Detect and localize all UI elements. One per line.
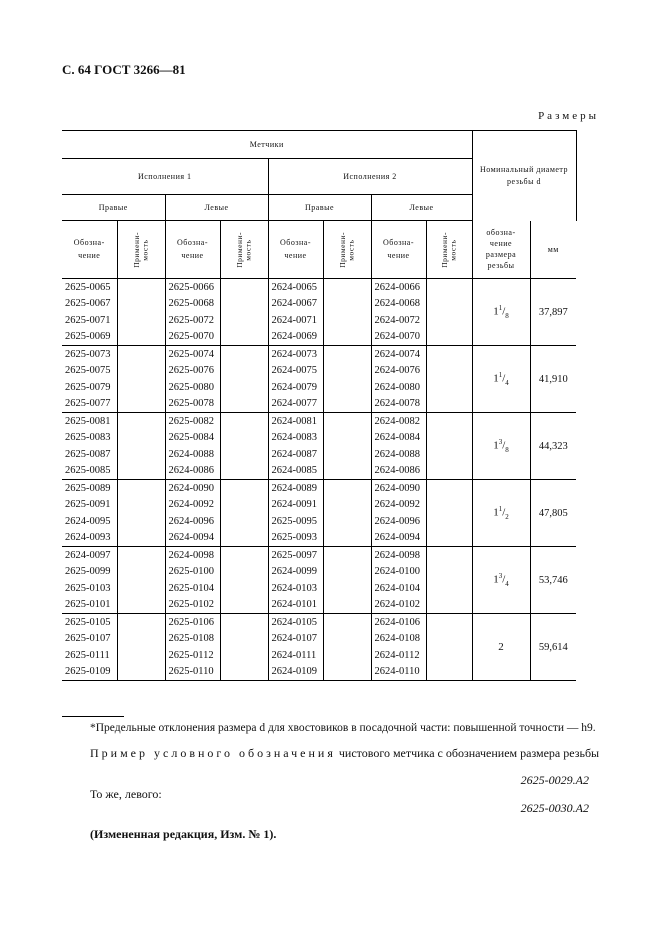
applicability-cell	[117, 480, 165, 497]
designation-cell: 2624-0092	[371, 497, 426, 514]
applicability-cell	[426, 430, 472, 447]
applicability-cell	[323, 346, 371, 363]
designation-header: Обозна- чение	[268, 221, 323, 279]
applicability-cell	[220, 547, 268, 564]
dimensions-label: Размеры	[538, 110, 599, 122]
mm-header: мм	[530, 221, 576, 279]
applicability-cell	[426, 413, 472, 430]
applicability-cell	[220, 296, 268, 313]
designation-cell: 2625-0079	[62, 379, 117, 396]
designation-cell: 2624-0105	[268, 614, 323, 631]
designation-cell: 2624-0074	[371, 346, 426, 363]
applicability-cell	[323, 664, 371, 681]
designation-cell: 2625-0105	[62, 614, 117, 631]
diameter-mm-cell: 37,897	[530, 279, 576, 346]
applicability-cell	[220, 513, 268, 530]
footnote-rule	[62, 716, 124, 717]
applicability-cell	[323, 379, 371, 396]
nominal-diameter-header: Номинальный диаметр резьбы d	[472, 131, 576, 221]
designation-cell: 2624-0075	[268, 363, 323, 380]
applicability-cell	[220, 279, 268, 296]
designation-cell: 2624-0066	[371, 279, 426, 296]
applicability-cell	[323, 497, 371, 514]
designation-cell: 2624-0089	[268, 480, 323, 497]
applicability-header: Примени- мость	[426, 221, 472, 279]
table-row	[62, 614, 576, 631]
designation-cell: 2625-0081	[62, 413, 117, 430]
designation-cell: 2624-0112	[371, 647, 426, 664]
designation-cell: 2624-0067	[268, 296, 323, 313]
designation-cell: 2625-0091	[62, 497, 117, 514]
applicability-cell	[426, 580, 472, 597]
applicability-cell	[323, 446, 371, 463]
example-title: Пример условного обозначения	[90, 746, 336, 760]
applicability-cell	[426, 547, 472, 564]
designation-cell: 2624-0081	[268, 413, 323, 430]
designation-cell: 2625-0074	[165, 346, 220, 363]
v1-left-header: Левые	[165, 195, 268, 221]
designation-cell: 2624-0084	[371, 430, 426, 447]
thread-size-numerator: 1	[498, 371, 503, 380]
applicability-cell	[426, 480, 472, 497]
applicability-cell	[426, 614, 472, 631]
applicability-header: Примени- мость	[220, 221, 268, 279]
thread-designation-header: обозна- чение размера резьбы	[472, 221, 530, 279]
applicability-cell	[426, 346, 472, 363]
designation-cell: 2625-0100	[165, 564, 220, 581]
applicability-cell	[426, 564, 472, 581]
applicability-cell	[220, 379, 268, 396]
designation-header: Обозна- чение	[165, 221, 220, 279]
designation-cell: 2624-0093	[62, 530, 117, 547]
designation-cell: 2624-0070	[371, 329, 426, 346]
designation-cell: 2624-0094	[371, 530, 426, 547]
designation-cell: 2625-0097	[268, 547, 323, 564]
designation-cell: 2624-0085	[268, 463, 323, 480]
applicability-cell	[117, 631, 165, 648]
applicability-cell	[117, 547, 165, 564]
designation-header: Обозна- чение	[62, 221, 117, 279]
applicability-cell	[426, 513, 472, 530]
designation-right: 2625-0029.А2	[520, 773, 589, 787]
applicability-cell	[117, 312, 165, 329]
designation-cell: 2624-0072	[371, 312, 426, 329]
designation-cell: 2624-0088	[371, 446, 426, 463]
designation-cell: 2624-0100	[371, 564, 426, 581]
applicability-cell	[117, 513, 165, 530]
designation-cell: 2625-0102	[165, 597, 220, 614]
applicability-cell	[426, 597, 472, 614]
designation-cell: 2624-0102	[371, 597, 426, 614]
thread-size-cell	[472, 614, 530, 681]
applicability-cell	[220, 346, 268, 363]
designation-cell: 2624-0109	[268, 664, 323, 681]
applicability-cell	[323, 463, 371, 480]
designation-cell: 2624-0096	[371, 513, 426, 530]
thread-size-denominator: 8	[505, 311, 509, 320]
applicability-cell	[323, 296, 371, 313]
applicability-cell	[220, 580, 268, 597]
designation-cell: 2624-0087	[268, 446, 323, 463]
diameter-mm-cell: 41,910	[530, 346, 576, 413]
applicability-cell	[117, 564, 165, 581]
applicability-cell	[426, 664, 472, 681]
applicability-cell	[323, 580, 371, 597]
designation-cell: 2625-0078	[165, 396, 220, 413]
applicability-cell	[117, 497, 165, 514]
applicability-cell	[117, 346, 165, 363]
designation-cell: 2625-0068	[165, 296, 220, 313]
applicability-cell	[323, 597, 371, 614]
designation-cell: 2624-0103	[268, 580, 323, 597]
table-row	[62, 413, 576, 430]
applicability-cell	[117, 413, 165, 430]
applicability-cell	[117, 396, 165, 413]
designation-cell: 2625-0075	[62, 363, 117, 380]
thread-size-denominator: 8	[505, 445, 509, 454]
applicability-cell	[117, 664, 165, 681]
applicability-cell	[117, 379, 165, 396]
applicability-cell	[220, 664, 268, 681]
applicability-header: Примени- мость	[323, 221, 371, 279]
designation-cell: 2625-0109	[62, 664, 117, 681]
designation-cell: 2625-0108	[165, 631, 220, 648]
applicability-cell	[117, 530, 165, 547]
designation-cell: 2625-0066	[165, 279, 220, 296]
designation-cell: 2624-0110	[371, 664, 426, 681]
designation-cell: 2624-0106	[371, 614, 426, 631]
designation-cell: 2624-0090	[165, 480, 220, 497]
applicability-cell	[220, 312, 268, 329]
applicability-cell	[117, 463, 165, 480]
designation-cell: 2625-0111	[62, 647, 117, 664]
applicability-header: Примени- мость	[117, 221, 165, 279]
designation-cell: 2624-0104	[371, 580, 426, 597]
applicability-cell	[323, 312, 371, 329]
designation-cell: 2625-0084	[165, 430, 220, 447]
table-row	[62, 547, 576, 564]
diameter-mm-cell: 44,323	[530, 413, 576, 480]
table-row	[62, 346, 576, 363]
thread-size-cell: $1^3/_8$	[472, 413, 530, 480]
edition-note: (Измененная редакция, Изм. № 1).	[90, 827, 277, 841]
applicability-cell	[323, 530, 371, 547]
designation-cell: 2624-0098	[371, 547, 426, 564]
designation-cell: 2624-0069	[268, 329, 323, 346]
applicability-cell	[323, 647, 371, 664]
applicability-cell	[220, 480, 268, 497]
applicability-cell	[117, 329, 165, 346]
applicability-cell	[426, 379, 472, 396]
designation-cell: 2625-0110	[165, 664, 220, 681]
designation-cell: 2624-0101	[268, 597, 323, 614]
applicability-cell	[323, 279, 371, 296]
applicability-cell	[426, 296, 472, 313]
designation-cell: 2624-0083	[268, 430, 323, 447]
footnote: *Предельные отклонения размера d для хвостовиков в посадочной части: повышенной точности — h9.	[90, 722, 596, 734]
designation-cell: 2624-0099	[268, 564, 323, 581]
thread-size-whole: 1	[493, 372, 499, 385]
designation-cell: 2624-0086	[371, 463, 426, 480]
designation-cell: 2625-0082	[165, 413, 220, 430]
taps-header: Метчики	[62, 131, 472, 159]
designation-cell: 2624-0086	[165, 463, 220, 480]
v2-left-header: Левые	[371, 195, 472, 221]
applicability-cell	[117, 597, 165, 614]
applicability-cell	[323, 413, 371, 430]
applicability-cell	[323, 430, 371, 447]
thread-size-numerator: 1	[498, 505, 503, 514]
designation-cell: 2624-0080	[371, 379, 426, 396]
table-row	[62, 279, 576, 296]
designation-cell: 2625-0093	[268, 530, 323, 547]
applicability-cell	[117, 614, 165, 631]
applicability-cell	[220, 430, 268, 447]
designation-header: Обозна- чение	[371, 221, 426, 279]
thread-size-whole: 1	[493, 573, 499, 586]
applicability-cell	[426, 530, 472, 547]
designation-cell: 2624-0079	[268, 379, 323, 396]
applicability-cell	[220, 647, 268, 664]
thread-size-whole: 1	[493, 305, 499, 318]
applicability-cell	[323, 631, 371, 648]
designation-cell: 2624-0097	[62, 547, 117, 564]
thread-size-numerator: 1	[498, 304, 503, 313]
thread-size-numerator: 3	[498, 438, 503, 447]
applicability-cell	[426, 631, 472, 648]
designation-cell: 2625-0073	[62, 346, 117, 363]
designation-cell: 2625-0076	[165, 363, 220, 380]
diameter-mm-cell: 53,746	[530, 547, 576, 614]
applicability-cell	[323, 329, 371, 346]
designation-cell: 2624-0076	[371, 363, 426, 380]
thread-size-denominator: 4	[505, 579, 509, 588]
designation-cell: 2625-0087	[62, 446, 117, 463]
designation-cell: 2624-0071	[268, 312, 323, 329]
thread-size-cell: $1^3/_4$	[472, 547, 530, 614]
designation-cell: 2625-0065	[62, 279, 117, 296]
designation-cell: 2624-0078	[371, 396, 426, 413]
example-rest: чистового метчика с обозначением размера резьбы	[338, 746, 600, 760]
applicability-cell	[426, 363, 472, 380]
designation-cell: 2624-0094	[165, 530, 220, 547]
applicability-cell	[426, 396, 472, 413]
applicability-cell	[220, 463, 268, 480]
designation-cell: 2624-0095	[62, 513, 117, 530]
designation-cell: 2624-0077	[268, 396, 323, 413]
taps-table	[62, 130, 577, 681]
thread-size-cell: $1^1/_4$	[472, 346, 530, 413]
designation-cell: 2625-0101	[62, 597, 117, 614]
applicability-cell	[220, 497, 268, 514]
applicability-cell	[323, 547, 371, 564]
applicability-cell	[220, 597, 268, 614]
applicability-cell	[323, 396, 371, 413]
designation-cell: 2625-0069	[62, 329, 117, 346]
applicability-cell	[220, 413, 268, 430]
designation-cell: 2625-0080	[165, 379, 220, 396]
table-row	[62, 480, 576, 497]
designation-cell: 2624-0091	[268, 497, 323, 514]
applicability-cell	[220, 329, 268, 346]
applicability-cell	[426, 312, 472, 329]
designation-cell: 2624-0068	[371, 296, 426, 313]
v1-right-header: Правые	[62, 195, 165, 221]
page-header: С. 64 ГОСТ 3266—81	[62, 62, 186, 77]
applicability-cell	[220, 564, 268, 581]
applicability-cell	[220, 396, 268, 413]
thread-size-cell: $1^1/_2$	[472, 480, 530, 547]
thread-size-whole: 1	[493, 506, 499, 519]
designation-cell: 2625-0104	[165, 580, 220, 597]
designation-left: 2625-0030.А2	[520, 801, 589, 815]
designation-cell: 2624-0090	[371, 480, 426, 497]
applicability-cell	[426, 446, 472, 463]
applicability-cell	[220, 363, 268, 380]
designation-cell: 2624-0065	[268, 279, 323, 296]
designation-cell: 2625-0071	[62, 312, 117, 329]
thread-size-numerator: 3	[498, 572, 503, 581]
designation-cell: 2624-0098	[165, 547, 220, 564]
designation-cell: 2625-0072	[165, 312, 220, 329]
designation-cell: 2625-0099	[62, 564, 117, 581]
applicability-cell	[426, 497, 472, 514]
designation-cell: 2625-0077	[62, 396, 117, 413]
applicability-cell	[117, 430, 165, 447]
thread-size-denominator: 2	[505, 512, 509, 521]
applicability-cell	[426, 463, 472, 480]
designation-cell: 2625-0095	[268, 513, 323, 530]
applicability-cell	[323, 513, 371, 530]
applicability-cell	[117, 279, 165, 296]
applicability-cell	[426, 329, 472, 346]
applicability-cell	[220, 446, 268, 463]
designation-cell: 2625-0070	[165, 329, 220, 346]
thread-size-cell: $1^1/_8$	[472, 279, 530, 346]
designation-cell: 2624-0108	[371, 631, 426, 648]
applicability-cell	[220, 530, 268, 547]
applicability-cell	[117, 647, 165, 664]
thread-size-whole: 2	[498, 641, 504, 653]
diameter-mm-cell: 59,614	[530, 614, 576, 681]
designation-cell: 2625-0089	[62, 480, 117, 497]
designation-cell: 2625-0085	[62, 463, 117, 480]
designation-cell: 2624-0092	[165, 497, 220, 514]
applicability-cell	[220, 614, 268, 631]
version2-header: Исполнения 2	[268, 159, 472, 195]
same-left-label: То же, левого:	[90, 787, 162, 801]
designation-cell: 2625-0106	[165, 614, 220, 631]
thread-size-whole: 1	[493, 439, 499, 452]
designation-cell: 2624-0107	[268, 631, 323, 648]
designation-cell: 2625-0103	[62, 580, 117, 597]
example-text	[90, 746, 599, 761]
applicability-cell	[117, 296, 165, 313]
designation-cell: 2625-0083	[62, 430, 117, 447]
applicability-cell	[323, 564, 371, 581]
applicability-cell	[323, 363, 371, 380]
applicability-cell	[426, 647, 472, 664]
v2-right-header: Правые	[268, 195, 371, 221]
designation-cell: 2624-0088	[165, 446, 220, 463]
applicability-cell	[426, 279, 472, 296]
designation-cell: 2624-0111	[268, 647, 323, 664]
applicability-cell	[117, 446, 165, 463]
designation-cell: 2625-0112	[165, 647, 220, 664]
version1-header: Исполнения 1	[62, 159, 268, 195]
designation-cell: 2625-0067	[62, 296, 117, 313]
thread-size-denominator: 4	[505, 378, 509, 387]
applicability-cell	[220, 631, 268, 648]
diameter-mm-cell: 47,805	[530, 480, 576, 547]
designation-cell: 2624-0082	[371, 413, 426, 430]
designation-cell: 2625-0107	[62, 631, 117, 648]
designation-cell: 2624-0096	[165, 513, 220, 530]
applicability-cell	[117, 580, 165, 597]
applicability-cell	[323, 480, 371, 497]
applicability-cell	[323, 614, 371, 631]
applicability-cell	[117, 363, 165, 380]
designation-cell: 2624-0073	[268, 346, 323, 363]
